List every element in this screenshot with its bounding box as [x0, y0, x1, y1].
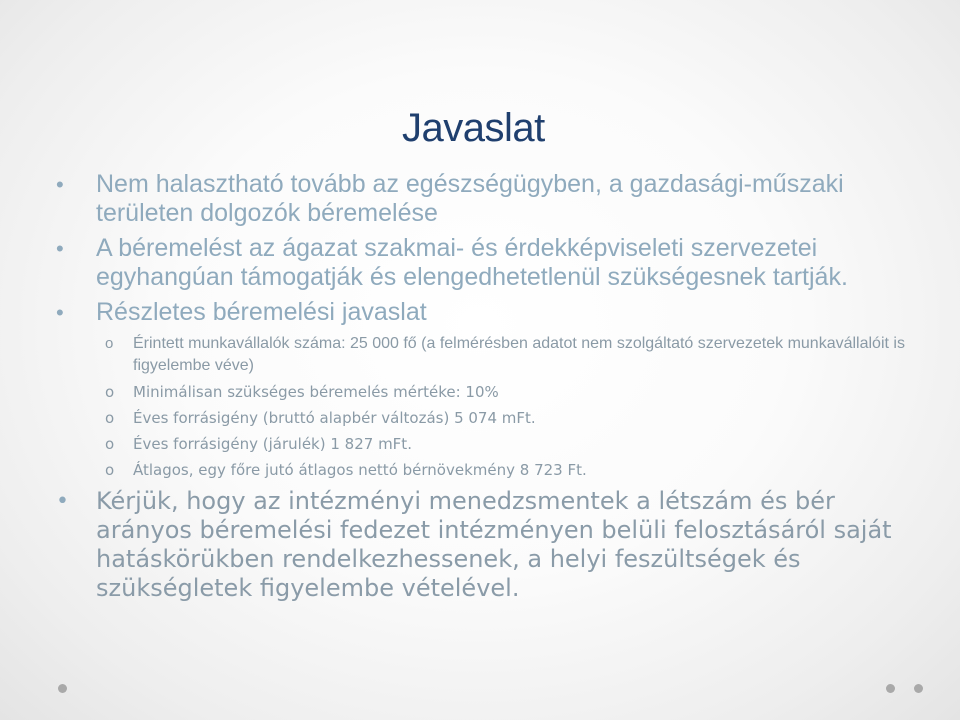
bullet-marker: •	[56, 172, 64, 197]
sub-bullet-text: Éves forrásigény (járulék) 1 827 mFt.	[133, 435, 412, 453]
sub-bullet-list	[56, 333, 906, 481]
decorative-dot-icon	[914, 684, 923, 693]
sub-bullet-marker: o	[105, 335, 114, 352]
decorative-dot-icon	[886, 684, 895, 693]
bullet-item	[56, 298, 906, 327]
bullet-marker: •	[56, 236, 64, 261]
sub-bullet-item	[56, 333, 906, 377]
bullet-text: Nem halasztható tovább az egészségügyben, a gazdasági-műszaki területen dolgozók béremelése	[96, 170, 844, 227]
bullet-text: Kérjük, hogy az intézményi menedzsmentek a létszám és bér arányos béremelési fedezet intézményen belüli felosztásáról saját hatáskörükben rendelkezhessenek, a helyi feszültségek és szükségletek figyelembe vételével.	[96, 487, 892, 602]
sub-bullet-marker: o	[105, 461, 115, 479]
bullet-marker: •	[56, 300, 64, 325]
bullet-item	[56, 234, 906, 292]
bullet-item	[56, 487, 906, 603]
bullet-text: A béremelést az ágazat szakmai- és érdekképviseleti szervezetei egyhangúan támogatják és elengedhetetlenül szükségesnek tartják.	[96, 234, 848, 291]
sub-bullet-marker: o	[105, 383, 115, 401]
sub-bullet-item	[56, 459, 906, 481]
decorative-dot-icon	[58, 684, 67, 693]
sub-bullet-text: Érintett munkavállalók száma: 25 000 fő (a felmérésben adatot nem szolgáltató szervezetek munkavállalóit is figyelembe véve)	[133, 335, 905, 374]
sub-bullet-item	[56, 407, 906, 429]
sub-bullet-text: Minimálisan szükséges béremelés mértéke: 10%	[133, 383, 499, 401]
sub-bullet-marker: o	[105, 435, 115, 453]
sub-bullet-item	[56, 433, 906, 455]
bullet-marker: •	[56, 489, 69, 514]
sub-bullet-marker: o	[105, 409, 115, 427]
sub-bullet-item	[56, 381, 906, 403]
bullet-item	[56, 170, 906, 228]
bullet-text: Részletes béremelési javaslat	[96, 298, 427, 326]
sub-bullet-text: Éves forrásigény (bruttó alapbér változás) 5 074 mFt.	[133, 409, 536, 427]
slide-title: Javaslat	[402, 106, 545, 150]
slide-content	[56, 170, 906, 609]
sub-bullet-text: Átlagos, egy főre jutó átlagos nettó bérnövekmény 8 723 Ft.	[133, 461, 587, 479]
